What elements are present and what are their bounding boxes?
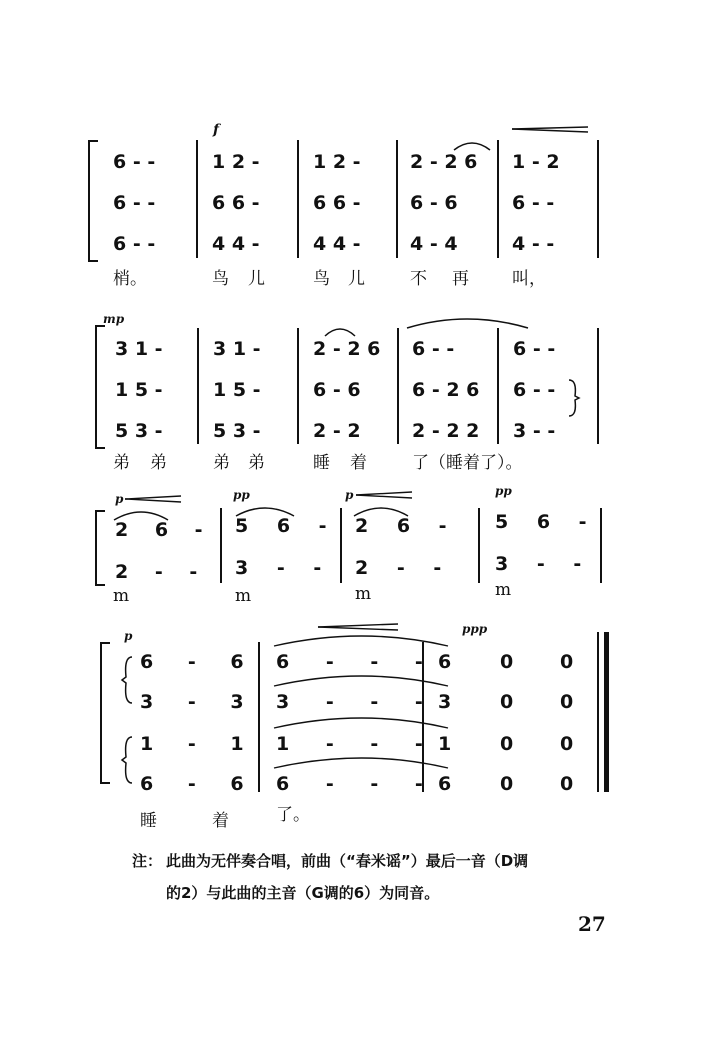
- notes-s3-r2-m1: 2 - -: [115, 561, 198, 583]
- notes-s1-r1-m1: 6 - -: [113, 151, 156, 173]
- system2-brace: [567, 378, 581, 418]
- footnote-line1: 此曲为无伴奏合唱，前曲（“春米谣”）最后一音（D调: [166, 852, 529, 870]
- notes-s3-r2-m2: 3 - -: [235, 557, 322, 579]
- notes-s2-r2-m4: 6 - 2 6: [412, 379, 480, 401]
- notes-s4-r4-m1: 6 - 6: [140, 773, 244, 795]
- notes-s4-r2-m2: 3 - - -: [276, 691, 423, 713]
- lyric: 再: [452, 269, 469, 289]
- footnote-line2: 的2）与此曲的主音（G调的6）为同音。: [166, 884, 440, 902]
- notes-s2-r2-m3: 6 - 6: [313, 379, 361, 401]
- notes-s4-r4-m3: 6: [438, 773, 452, 795]
- lyric: 不: [410, 269, 427, 289]
- system3-dynamic-3: p: [345, 488, 354, 502]
- barline: [597, 140, 599, 258]
- system3-dynamic-4: pp: [495, 484, 512, 498]
- notes-s2-r1-m4: 6 - -: [412, 338, 455, 360]
- notes-s2-r1-m3: 2 - 2 6: [313, 338, 381, 360]
- lyric: 弟: [150, 453, 167, 473]
- notes-s2-r3-m2: 5 3 -: [213, 420, 261, 442]
- lyric: 着: [212, 811, 229, 831]
- barline: [397, 328, 399, 444]
- barline: [597, 632, 599, 792]
- lyric: 鸟: [313, 269, 330, 289]
- barline: [597, 328, 599, 444]
- notes-s2-r1-m2: 3 1 -: [213, 338, 261, 360]
- lyric: m: [355, 584, 372, 604]
- notes-s3-r1-m1: 2 6 -: [115, 519, 203, 541]
- lyric: 梢。: [113, 269, 147, 289]
- notes-s2-r3-m1: 5 3 -: [115, 420, 163, 442]
- notes-s1-r3-m4: 4 - 4: [410, 233, 458, 255]
- notes-s3-r1-m4: 5 6 -: [495, 511, 587, 533]
- notes-s4-r1-m3: 6: [438, 651, 452, 673]
- notes-s1-r1-m4: 2 - 2 6: [410, 151, 478, 173]
- notes-s4-r3-m3: 1: [438, 733, 452, 755]
- barline: [340, 508, 342, 583]
- page-number: 27: [578, 912, 606, 936]
- notes-s2-r3-m5: 3 - -: [513, 420, 556, 442]
- notes-s4-r4-m5: 0: [560, 773, 574, 795]
- notes-s4-r1-m5: 0: [560, 651, 574, 673]
- notes-s2-r1-m5: 6 - -: [513, 338, 556, 360]
- notes-s1-r2-m2: 6 6 -: [212, 192, 260, 214]
- lyric: 着: [350, 453, 367, 473]
- barline: [197, 328, 199, 444]
- lyric: 叫，: [512, 269, 546, 289]
- notes-s4-r3-m1: 1 - 1: [140, 733, 244, 755]
- notes-s3-r1-m2: 5 6 -: [235, 515, 327, 537]
- notes-s1-r2-m3: 6 6 -: [313, 192, 361, 214]
- notes-s2-r2-m5: 6 - -: [513, 379, 556, 401]
- notes-s1-r2-m5: 6 - -: [512, 192, 555, 214]
- notes-s1-r2-m4: 6 - 6: [410, 192, 458, 214]
- notes-s4-r1-m4: 0: [500, 651, 514, 673]
- system3-crescendo: [125, 494, 185, 504]
- notes-s1-r2-m1: 6 - -: [113, 192, 156, 214]
- system2-bracket: [95, 325, 105, 449]
- notes-s4-r2-m3: 3: [438, 691, 452, 713]
- notes-s2-r2-m2: 1 5 -: [213, 379, 261, 401]
- notes-s4-r4-m4: 0: [500, 773, 514, 795]
- lyric: 弟: [113, 453, 130, 473]
- notes-s1-r3-m1: 6 - -: [113, 233, 156, 255]
- system3-crescendo: [356, 490, 416, 500]
- system4-brace-lower: [120, 735, 134, 785]
- notes-s1-r3-m3: 4 4 -: [313, 233, 361, 255]
- barline: [396, 140, 398, 258]
- barline: [497, 140, 499, 258]
- notes-s1-r1-m3: 1 2 -: [313, 151, 361, 173]
- lyric: 睡: [313, 453, 330, 473]
- notes-s4-r2-m1: 3 - 3: [140, 691, 244, 713]
- notes-s4-r3-m4: 0: [500, 733, 514, 755]
- notes-s2-r2-m1: 1 5 -: [115, 379, 163, 401]
- notes-s3-r1-m3: 2 6 -: [355, 515, 447, 537]
- system4-brace-upper: [120, 655, 134, 705]
- system4-dynamic-1: p: [124, 629, 133, 643]
- notes-s2-r3-m4: 2 - 2 2: [412, 420, 480, 442]
- notes-s4-r1-m1: 6 - 6: [140, 651, 244, 673]
- notes-s1-r1-m5: 1 - 2: [512, 151, 560, 173]
- system1-bracket: [88, 140, 98, 262]
- system3-bracket: [95, 510, 105, 586]
- lyric: m: [113, 586, 130, 606]
- notes-s4-r2-m4: 0: [500, 691, 514, 713]
- system2-dynamic: mp: [103, 312, 125, 326]
- notes-s4-r3-m5: 0: [560, 733, 574, 755]
- lyric: 儿: [248, 269, 265, 289]
- system1-crescendo: [512, 124, 592, 136]
- barline: [497, 328, 499, 444]
- notes-s4-r3-m2: 1 - - -: [276, 733, 423, 755]
- lyric: m: [495, 580, 512, 600]
- lyric: 弟: [213, 453, 230, 473]
- notes-s1-r3-m5: 4 - -: [512, 233, 555, 255]
- lyric: 了（睡着了）。: [412, 453, 523, 473]
- system3-dynamic-2: pp: [233, 488, 250, 502]
- notes-s2-r3-m3: 2 - 2: [313, 420, 361, 442]
- notes-s2-r1-m1: 3 1 -: [115, 338, 163, 360]
- system3-dynamic-1: p: [115, 492, 124, 506]
- notes-s4-r1-m2: 6 - - -: [276, 651, 423, 673]
- barline: [196, 140, 198, 258]
- barline: [258, 642, 260, 792]
- final-barline: [604, 632, 609, 792]
- system1-dynamic: f: [213, 122, 220, 138]
- notes-s1-r1-m2: 1 2 -: [212, 151, 260, 173]
- barline: [600, 508, 602, 583]
- lyric: 了。: [276, 805, 310, 825]
- notes-s3-r2-m3: 2 - -: [355, 557, 442, 579]
- notes-s1-r3-m2: 4 4 -: [212, 233, 260, 255]
- barline: [297, 140, 299, 258]
- barline: [220, 508, 222, 583]
- lyric: 儿: [348, 269, 365, 289]
- notes-s4-r2-m5: 0: [560, 691, 574, 713]
- lyric: 鸟: [212, 269, 229, 289]
- footnote-label: 注：: [132, 852, 163, 870]
- system4-dynamic-2: ppp: [462, 622, 488, 636]
- system2-slur: [323, 326, 357, 338]
- lyric: 弟: [248, 453, 265, 473]
- lyric: m: [235, 586, 252, 606]
- barline: [297, 328, 299, 444]
- system4-bracket: [100, 642, 110, 784]
- notes-s4-r4-m2: 6 - - -: [276, 773, 423, 795]
- system2-long-slur: [405, 316, 530, 330]
- notes-s3-r2-m4: 3 - -: [495, 553, 582, 575]
- barline: [478, 508, 480, 583]
- lyric: 睡: [140, 811, 157, 831]
